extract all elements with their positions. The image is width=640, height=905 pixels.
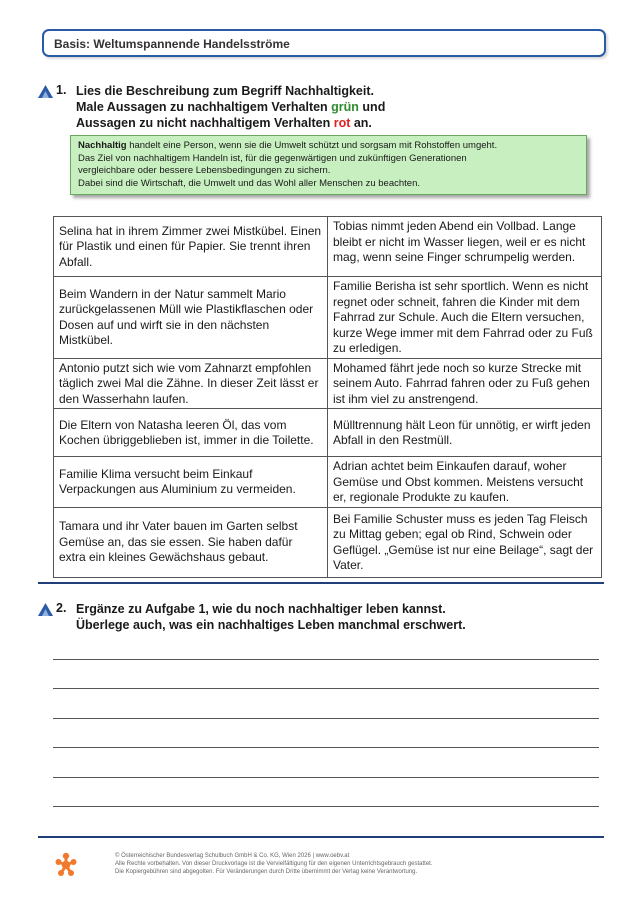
red-word: rot <box>333 116 351 130</box>
section-divider <box>38 582 604 584</box>
task-1-instructions <box>76 83 385 131</box>
definition-line-1: Nachhaltig handelt eine Person, wenn sie die Umwelt schützt und sorgsam mit Rohstoffen umgeht. <box>78 140 498 151</box>
statement-cell[interactable]: Mülltrennung hält Leon für unnötig, er wirft jeden Abfall in den Restmüll. <box>328 409 602 457</box>
statement-cell[interactable]: Antonio putzt sich wie vom Zahnarzt empfohlen täglich zwei Mal die Zähne. In dieser Zeit lässt er den Wasserhahn laufen. <box>54 358 328 409</box>
statements-table <box>53 216 602 578</box>
task-2-number: 2. <box>56 601 67 615</box>
statement-cell[interactable]: Familie Berisha ist sehr sportlich. Wenn es nicht regnet oder schneit, fahren die Kinder mit dem Fahrrad zur Schule. Auch die Eltern versuchen, kurze Wege immer mit dem Fahrrad oder zu Fuß zu erledigen. <box>328 277 602 359</box>
table-row <box>54 277 602 359</box>
statement-cell[interactable]: Mohamed fährt jede noch so kurze Strecke mit seinem Auto. Fahrrad fahren oder zu Fuß gehen ist ihm viel zu anstrengend. <box>328 358 602 409</box>
task-1-line-3: Aussagen zu nicht nachhaltigem Verhalten rot an. <box>76 116 372 130</box>
table-row <box>54 217 602 277</box>
writing-line[interactable] <box>53 688 599 689</box>
table-row <box>54 507 602 577</box>
writing-line[interactable] <box>53 747 599 748</box>
task-2-line-1: Ergänze zu Aufgabe 1, wie du noch nachhaltiger leben kannst. <box>76 602 446 616</box>
task-1-line-2: Male Aussagen zu nachhaltigem Verhalten grün und <box>76 100 386 114</box>
writing-line[interactable] <box>53 718 599 719</box>
publisher-logo-icon <box>55 852 77 878</box>
writing-line[interactable] <box>53 806 599 807</box>
definition-line-3: vergleichbare oder bessere Lebensbedingungen zu sichern. <box>78 165 331 176</box>
task-2-line-2: Überlege auch, was ein nachhaltiges Leben manchmal erschwert. <box>76 618 466 632</box>
task-1-number: 1. <box>56 83 67 97</box>
footer-line-1: © Österreichischer Bundesverlag Schulbuch GmbH & Co. KG, Wien 2026 | www.oebv.at <box>115 853 350 859</box>
green-word: grün <box>331 100 359 114</box>
statement-cell[interactable]: Die Eltern von Natasha leeren Öl, das vom Kochen übriggeblieben ist, immer in die Toilette. <box>54 409 328 457</box>
footer-line-3: Die Kopiergebühren sind abgegolten. Für Veränderungen durch Dritte übernimmt der Verlag keine Verantwortung. <box>115 869 418 875</box>
statement-cell[interactable]: Selina hat in ihrem Zimmer zwei Mistkübel. Einen für Plastik und einen für Papier. Sie trennt ihren Abfall. <box>54 217 328 277</box>
definition-box <box>70 135 587 195</box>
header-box <box>42 29 606 57</box>
footer-copyright <box>115 852 433 876</box>
statement-cell[interactable]: Tamara und ihr Vater bauen im Garten selbst Gemüse an, das sie essen. Sie haben dafür extra ein kleines Gewächshaus gebaut. <box>54 507 328 577</box>
definition-line-2: Das Ziel von nachhaltigem Handeln ist, für die gegenwärtigen und zukünftigen Generationen <box>78 152 467 164</box>
table-row <box>54 457 602 508</box>
statement-cell[interactable]: Adrian achtet beim Einkaufen darauf, woher Gemüse und Obst kommen. Meistens versucht er, regionale Produkte zu kaufen. <box>328 457 602 508</box>
task-2-instructions <box>76 601 466 633</box>
definition-term: Nachhaltig <box>78 140 127 151</box>
footer-divider <box>38 836 604 838</box>
statement-cell[interactable]: Beim Wandern in der Natur sammelt Mario zurückgelassenen Müll wie Plastikflaschen oder Dosen auf und wirft sie in den nächsten Mistkübel. <box>54 277 328 359</box>
footer-line-2: Alle Rechte vorbehalten. Von dieser Druckvorlage ist die Vervielfältigung für den eigenen Unterrichtsgebrauch gestattet. <box>115 861 433 867</box>
table-row <box>54 358 602 409</box>
writing-line[interactable] <box>53 777 599 778</box>
table-row <box>54 409 602 457</box>
definition-line-4: Dabei sind die Wirtschaft, die Umwelt und das Wohl aller Menschen zu beachten. <box>78 177 420 189</box>
statement-cell[interactable]: Familie Klima versucht beim Einkauf Verpackungen aus Aluminium zu vermeiden. <box>54 457 328 508</box>
task-1-line-1: Lies die Beschreibung zum Begriff Nachhaltigkeit. <box>76 84 374 98</box>
mountain-icon <box>38 602 53 616</box>
mountain-icon <box>38 84 53 98</box>
statement-cell[interactable]: Tobias nimmt jeden Abend ein Vollbad. Lange bleibt er nicht im Wasser liegen, weil er es nicht mag, wenn seine Finger schrumpelig werden. <box>328 217 602 277</box>
page-title: Basis: Weltumspannende Handelsströme <box>54 37 290 51</box>
writing-line[interactable] <box>53 659 599 660</box>
statement-cell[interactable]: Bei Familie Schuster muss es jeden Tag Fleisch zu Mittag geben; egal ob Rind, Schwein oder Geflügel. „Gemüse ist nur eine Beilage“, sagt der Vater. <box>328 507 602 577</box>
